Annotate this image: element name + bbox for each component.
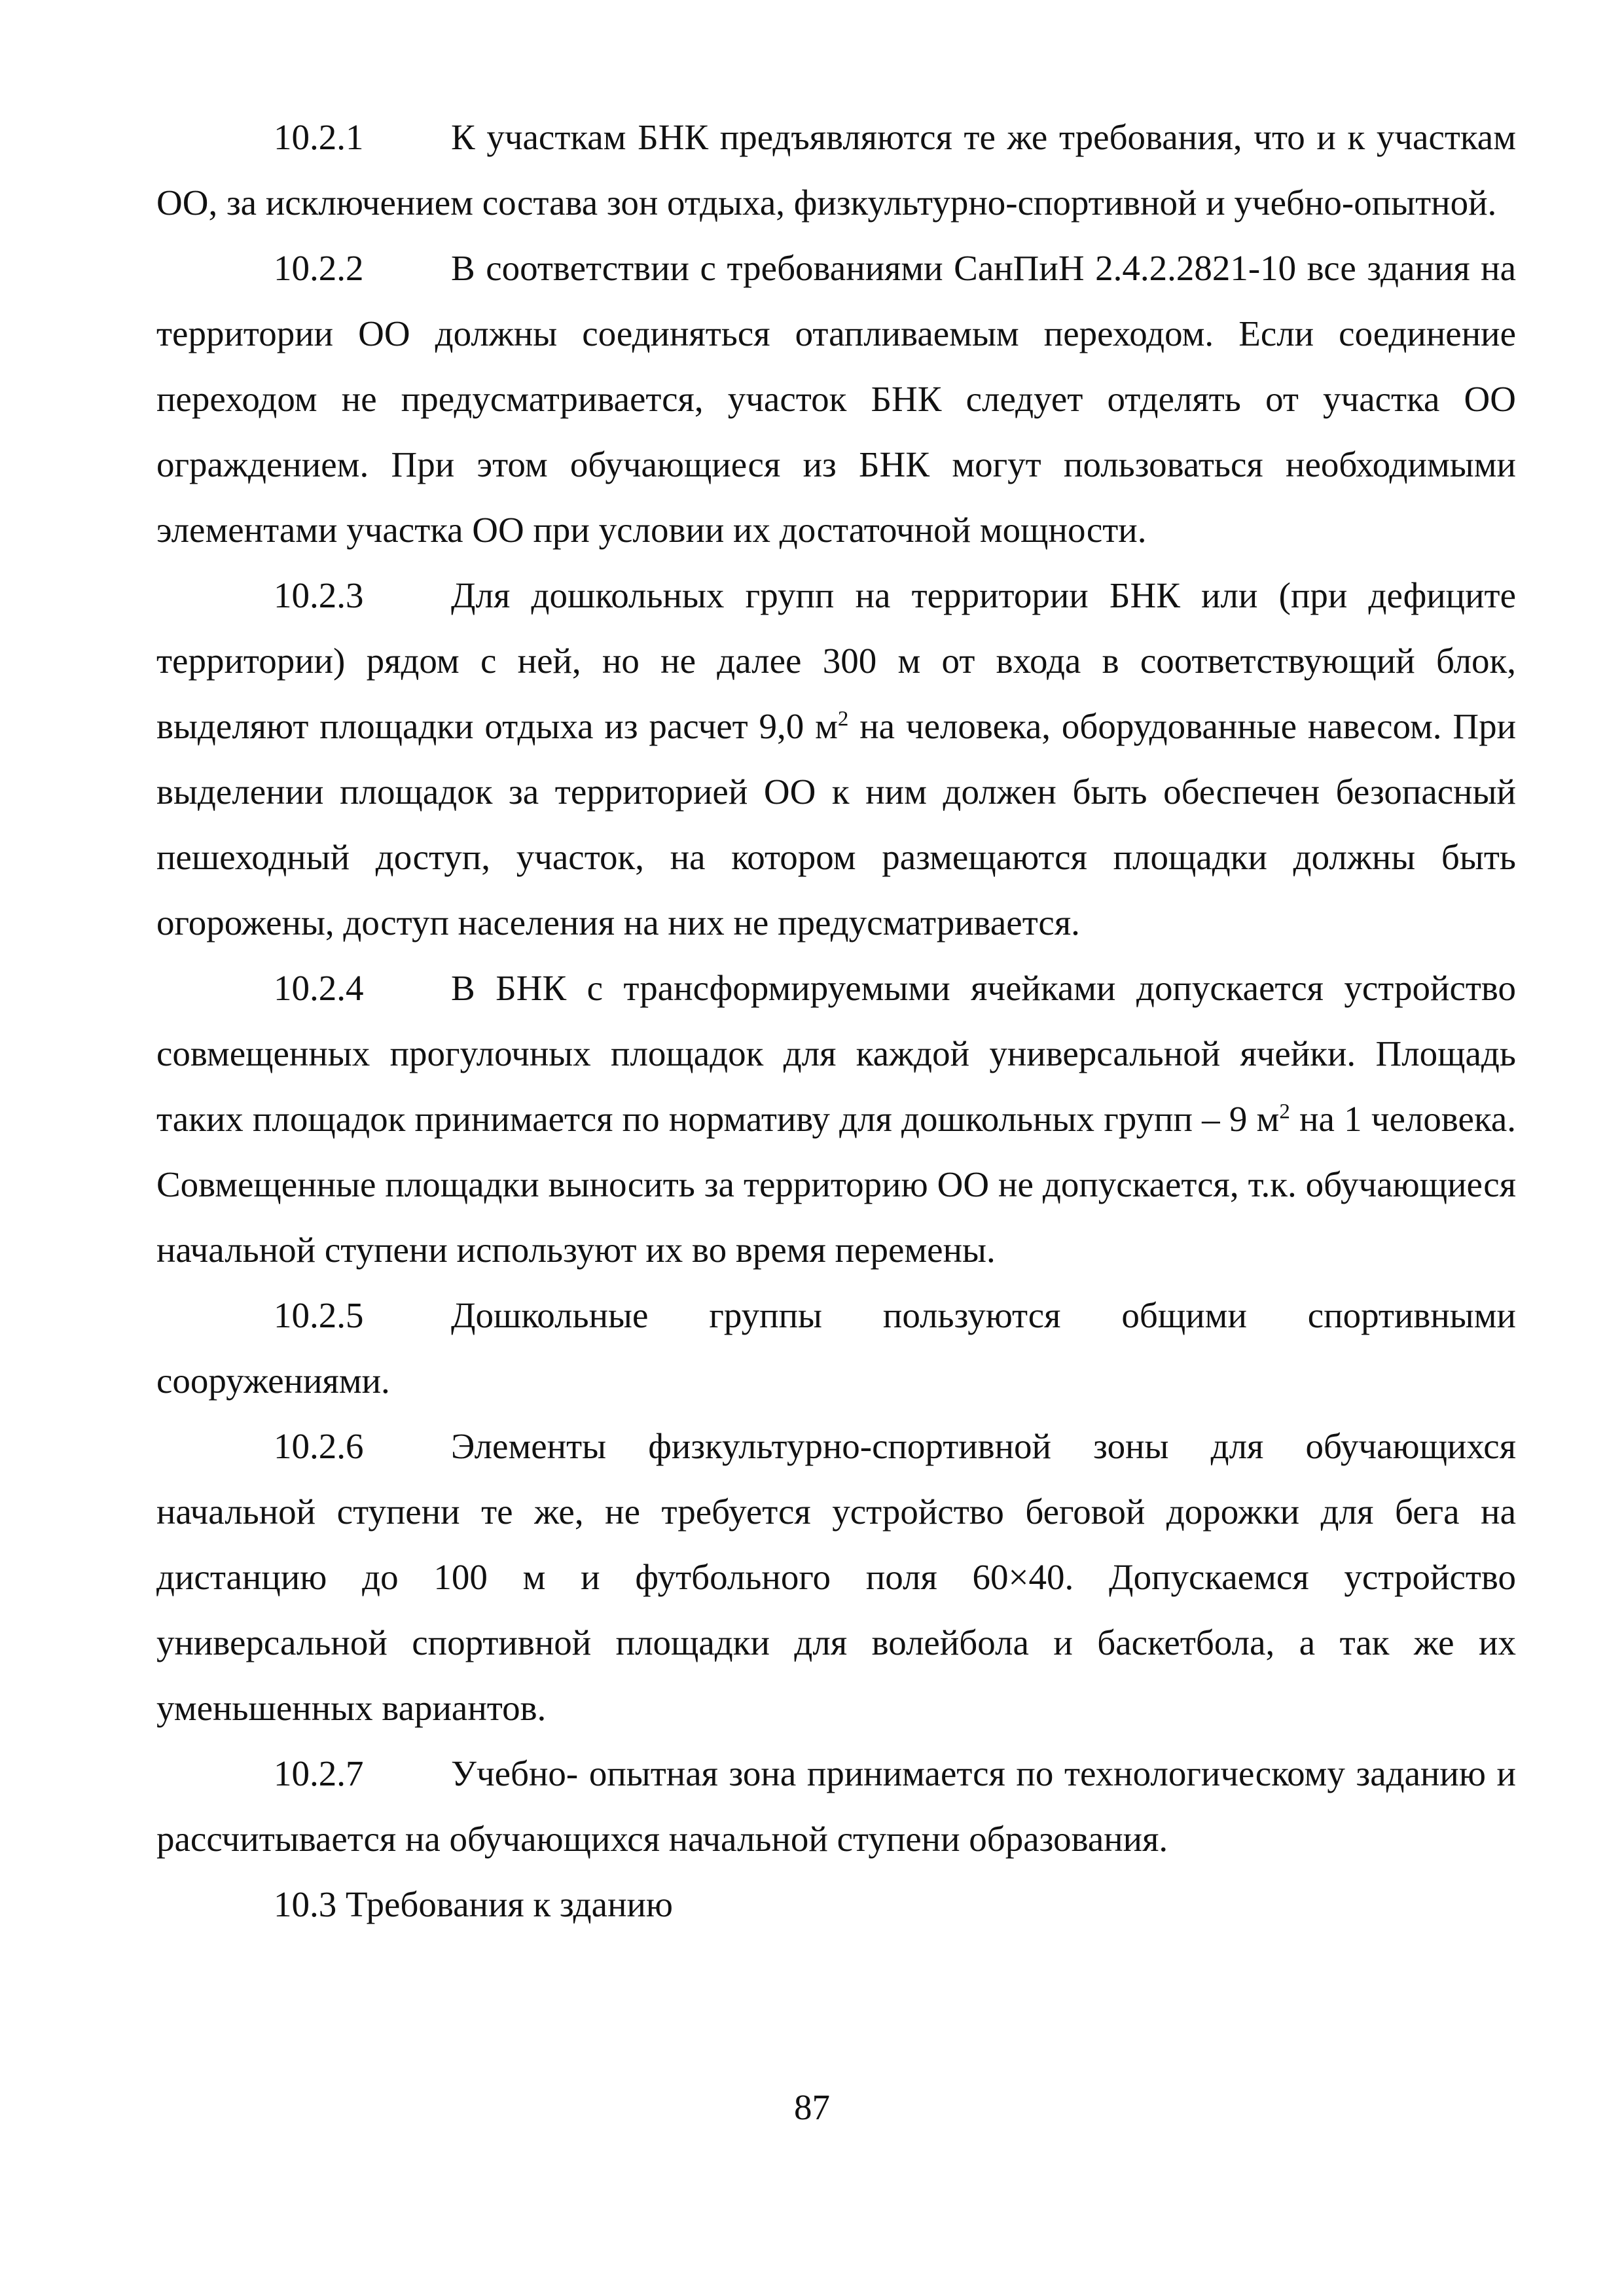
paragraph-10-2-1 bbox=[156, 105, 1516, 236]
paragraph-text: В соответствии с требованиями СанПиН 2.4.2.2821-10 все здания на территории ОО должны соединяться отапливаемым переходом. Если соединение переходом не предусматривается, участок БНК следует отделять от участка ОО ограждением. При этом обучающиеся из БНК могут пользоваться необходимыми элементами участка ОО при условии их достаточной мощности. bbox=[156, 248, 1516, 550]
paragraph-text: К участкам БНК предъявляются те же требования, что и к участкам ОО, за исключением состава зон отдыха, физкультурно-спортивной и учебно-опытной. bbox=[156, 117, 1516, 223]
subsection-heading bbox=[156, 1872, 1516, 1937]
subsection-number: 10.3 bbox=[274, 1884, 337, 1924]
paragraph-text: Дошкольные группы пользуются общими спортивными сооружениями. bbox=[156, 1295, 1516, 1401]
paragraph-number: 10.2.2 bbox=[274, 248, 364, 288]
paragraph-10-2-7 bbox=[156, 1741, 1516, 1872]
paragraph-number: 10.2.3 bbox=[274, 575, 364, 615]
paragraph-text: на человека, оборудованные навесом. При выделении площадок за территорией ОО к ним должен быть обеспечен безопасный пешеходный доступ, участок, на котором размещаются площадки должны быть огорожены, доступ населения на них не предусматривается. bbox=[156, 706, 1517, 942]
superscript: 2 bbox=[1279, 1100, 1290, 1124]
paragraph-number: 10.2.1 bbox=[274, 117, 364, 157]
page-number: 87 bbox=[794, 2087, 830, 2127]
paragraph-10-2-4 bbox=[156, 956, 1516, 1283]
paragraph-number: 10.2.6 bbox=[274, 1426, 364, 1466]
paragraph-10-2-5 bbox=[156, 1283, 1516, 1414]
paragraph-number: 10.2.5 bbox=[274, 1295, 364, 1335]
subsection-title: Требования к зданию bbox=[346, 1884, 674, 1924]
paragraph-number: 10.2.7 bbox=[274, 1753, 364, 1793]
paragraph-number: 10.2.4 bbox=[274, 968, 364, 1008]
superscript: 2 bbox=[837, 707, 849, 731]
paragraph-text: Учебно- опытная зона принимается по технологическому заданию и рассчитывается на обучающихся начальной ступени образования. bbox=[156, 1753, 1516, 1859]
paragraph-10-2-2 bbox=[156, 236, 1516, 563]
paragraph-text: на 1 человека. Совмещенные площадки выносить за территорию ОО не допускается, т.к. обучающиеся начальной ступени используют их во время перемены. bbox=[156, 1099, 1516, 1270]
paragraph-text: Для дошкольных групп на территории БНК или (при дефиците территории) рядом с ней, но не далее 300 м от входа в соответствующий блок, выделяют площадки отдыха из расчет 9,0 м bbox=[156, 575, 1516, 746]
paragraph-10-2-6 bbox=[156, 1414, 1516, 1741]
paragraph-10-2-3 bbox=[156, 563, 1516, 956]
document-body bbox=[156, 105, 1516, 1937]
paragraph-text: В БНК с трансформируемыми ячейками допускается устройство совмещенных прогулочных площадок для каждой универсальной ячейки. Площадь таких площадок принимается по нормативу для дошкольных групп – 9 м bbox=[156, 968, 1516, 1139]
paragraph-text: Элементы физкультурно-спортивной зоны для обучающихся начальной ступени те же, не требуется устройство беговой дорожки для бега на дистанцию до 100 м и футбольного поля 60×40. Допускаемся устройство универсальной спортивной площадки для волейбола и баскетбола, а так же их уменьшенных вариантов. bbox=[156, 1426, 1516, 1728]
